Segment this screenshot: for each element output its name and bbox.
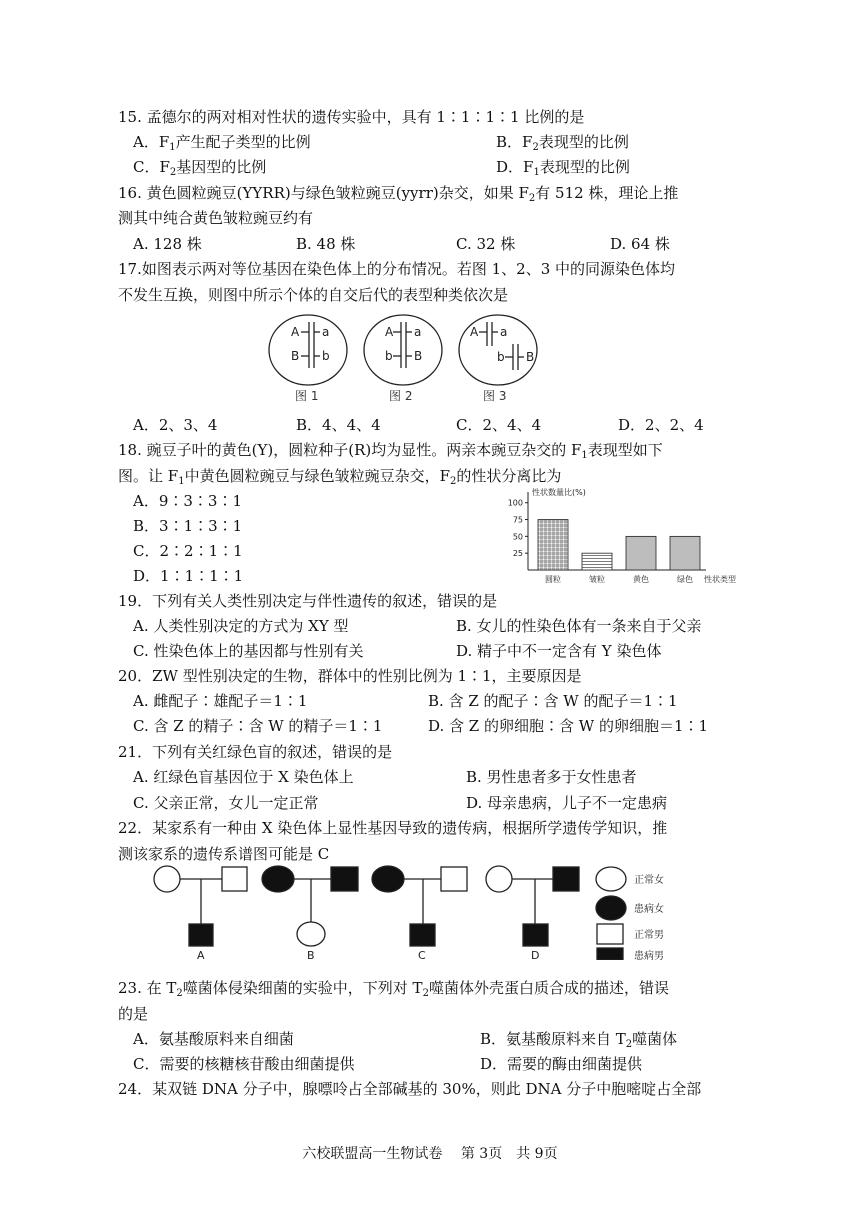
pedigree-b-mother	[262, 866, 294, 892]
q20-stem: 20．ZW 型性别决定的生物，群体中的性别比例为 1∶1，主要原因是	[118, 667, 582, 685]
pedigree-figure	[148, 864, 748, 960]
q18-option-c: C．2∶2∶1∶1	[133, 542, 243, 560]
q19-option-a: A. 人类性别决定的方式为 XY 型	[133, 617, 349, 635]
pedigree-b-father	[331, 867, 358, 891]
chart-y-tick-label: 50	[512, 532, 523, 542]
q20-option-c: C. 含 Z 的精子∶含 W 的精子＝1∶1	[133, 717, 383, 735]
chromosome-figure	[265, 312, 565, 404]
q16-option-a: A. 128 株	[133, 235, 202, 253]
svg-text:b: b	[497, 350, 505, 364]
chart-y-tick-label: 75	[512, 515, 523, 525]
svg-text:b: b	[385, 349, 393, 363]
svg-text:a: a	[322, 325, 330, 339]
fig-label-2: 图 2	[389, 389, 413, 403]
pedigree-label-a: A	[197, 949, 205, 960]
q17-stem-line1: 17.如图表示两对等位基因在染色体上的分布情况。若图 1、2、3 中的同源染色体均	[118, 260, 676, 278]
q22-stem-line1: 22．某家系有一种由 X 染色体上显性基因导致的遗传病，根据所学遗传学知识，推	[118, 819, 668, 837]
q19-option-c: C. 性染色体上的基因都与性别有关	[133, 642, 364, 660]
chart-y-axis-label: 性状数量比(%)	[532, 488, 586, 497]
fig-label-1: 图 1	[295, 389, 319, 403]
q21-option-d: D. 母亲患病，儿子不一定患病	[466, 794, 668, 812]
svg-text:B: B	[291, 349, 300, 363]
q17-option-b: B．4、4、4	[296, 416, 381, 434]
pedigree-b-daughter	[297, 922, 325, 946]
q15-option-d: D．$F_1$表现型的比例	[496, 158, 630, 178]
svg-text:a: a	[414, 325, 422, 339]
pedigree-c-son	[410, 924, 435, 946]
chart-bar-3	[626, 536, 656, 570]
pedigree-c-mother	[372, 866, 404, 892]
chart-x-tick-label: 绿色	[677, 575, 693, 584]
cell-1	[269, 315, 347, 385]
cell-2	[364, 315, 442, 385]
pedigree-label-c: C	[418, 949, 426, 960]
q15-option-c: C．$F_2$基因型的比例	[133, 158, 267, 178]
q15-stem: 15. 孟德尔的两对相对性状的遗传实验中，具有 1∶1∶1∶1 比例的是	[118, 108, 585, 126]
q15-option-b: B．$F_2$表现型的比例	[496, 133, 629, 153]
q23-option-b: B．氨基酸原料来自 $T_2$噬菌体	[480, 1030, 678, 1050]
pedigree-c-father	[441, 867, 467, 891]
legend-normal-male: 正常男	[634, 930, 664, 941]
legend-normal-female: 正常女	[634, 875, 664, 886]
svg-text:B: B	[526, 350, 535, 364]
chart-bar-4	[670, 536, 700, 570]
q19-stem: 19．下列有关人类性别决定与伴性遗传的叙述，错误的是	[118, 592, 498, 610]
q23-option-d: D．需要的酶由细菌提供	[480, 1055, 643, 1073]
q18-option-a: A．9∶3∶3∶1	[133, 492, 243, 510]
q23-option-a: A．氨基酸原料来自细菌	[133, 1030, 294, 1048]
q17-option-a: A．2、3、4	[133, 416, 218, 434]
q15-option-a: A．$F_1$产生配子类型的比例	[133, 133, 311, 153]
pedigree-d-father	[553, 867, 579, 891]
fig-label-3: 图 3	[483, 389, 507, 403]
chart-bar-2	[582, 553, 612, 570]
q20-option-d: D. 含 Z 的卵细胞∶含 W 的卵细胞＝1∶1	[428, 717, 709, 735]
svg-text:A: A	[291, 325, 300, 339]
q18-stem-line1: 18. 豌豆子叶的黄色(Y)，圆粒种子(R)均为显性。两亲本豌豆杂交的 $F_1$表现型如下	[118, 441, 663, 461]
legend-affected-male: 患病男	[634, 951, 664, 960]
q20-option-a: A. 雌配子∶雄配子＝1∶1	[133, 692, 308, 710]
q16-option-c: C. 32 株	[456, 235, 516, 253]
pedigree-a-son	[189, 924, 213, 946]
q21-stem: 21．下列有关红绿色盲的叙述，错误的是	[118, 743, 393, 761]
q16-stem-line1: 16. 黄色圆粒豌豆(YYRR)与绿色皱粒豌豆(yyrr)杂交，如果 $F_2$有 512 株，理论上推	[118, 184, 679, 204]
trait-ratio-bar-chart	[500, 488, 760, 590]
pedigree-a-mother	[154, 866, 180, 892]
q19-option-b: B. 女儿的性染色体有一条来自于父亲	[456, 617, 702, 635]
chart-y-tick-label: 100	[507, 498, 523, 508]
q23-stem-line1: 23. 在 $T_2$噬菌体侵染细菌的实验中，下列对 $T_2$噬菌体外壳蛋白质合成的描述，错误	[118, 979, 669, 999]
chart-x-axis-label: 性状类型	[704, 575, 736, 584]
svg-text:A: A	[470, 325, 479, 339]
q23-option-c: C．需要的核糖核苷酸由细菌提供	[133, 1055, 355, 1073]
q16-option-d: D. 64 株	[610, 235, 670, 253]
legend-affected-female: 患病女	[634, 904, 664, 915]
chart-bar-1	[538, 520, 568, 570]
q19-option-d: D. 精子中不一定含有 Y 染色体	[456, 642, 662, 660]
svg-text:b: b	[322, 349, 330, 363]
pedigree-label-b: B	[307, 949, 315, 960]
chart-y-tick-label: 25	[512, 549, 523, 559]
q24-stem: 24．某双链 DNA 分子中，腺嘌呤占全部碱基的 30%，则此 DNA 分子中胞嘧啶占全部	[118, 1080, 702, 1098]
pedigree-d-son	[523, 924, 548, 946]
svg-text:a: a	[500, 325, 508, 339]
q18-option-d: D．1∶1∶1∶1	[133, 567, 244, 585]
q18-option-b: B．3∶1∶3∶1	[133, 517, 243, 535]
page-footer: 六校联盟高一生物试卷 第 3页 共 9页	[302, 1146, 558, 1162]
chart-x-tick-label: 皱粒	[589, 575, 605, 584]
q22-stem-line2: 测该家系的遗传系谱图可能是 C	[118, 845, 330, 863]
pedigree-d-mother	[486, 866, 512, 892]
q16-option-b: B. 48 株	[296, 235, 356, 253]
pedigree-a-father	[222, 867, 247, 891]
pedigree-label-d: D	[531, 949, 540, 960]
q17-option-c: C．2、4、4	[456, 416, 542, 434]
q17-option-d: D．2、2、4	[618, 416, 704, 434]
q16-stem-line2: 测其中纯合黄色皱粒豌豆约有	[118, 209, 314, 227]
chart-x-tick-label: 圆粒	[545, 575, 561, 584]
q23-stem-line2: 的是	[118, 1005, 149, 1023]
q18-stem-line2: 图。让 $F_1$中黄色圆粒豌豆与绿色皱粒豌豆杂交，$F_2$的性状分离比为	[118, 467, 562, 487]
q21-option-b: B. 男性患者多于女性患者	[466, 768, 637, 786]
svg-text:B: B	[414, 349, 423, 363]
q21-option-a: A. 红绿色盲基因位于 X 染色体上	[133, 768, 354, 786]
q17-stem-line2: 不发生互换，则图中所示个体的自交后代的表型种类依次是	[118, 286, 509, 304]
chart-x-tick-label: 黄色	[633, 575, 649, 584]
q20-option-b: B. 含 Z 的配子∶含 W 的配子＝1∶1	[428, 692, 678, 710]
q21-option-c: C. 父亲正常，女儿一定正常	[133, 794, 319, 812]
svg-text:A: A	[385, 325, 394, 339]
